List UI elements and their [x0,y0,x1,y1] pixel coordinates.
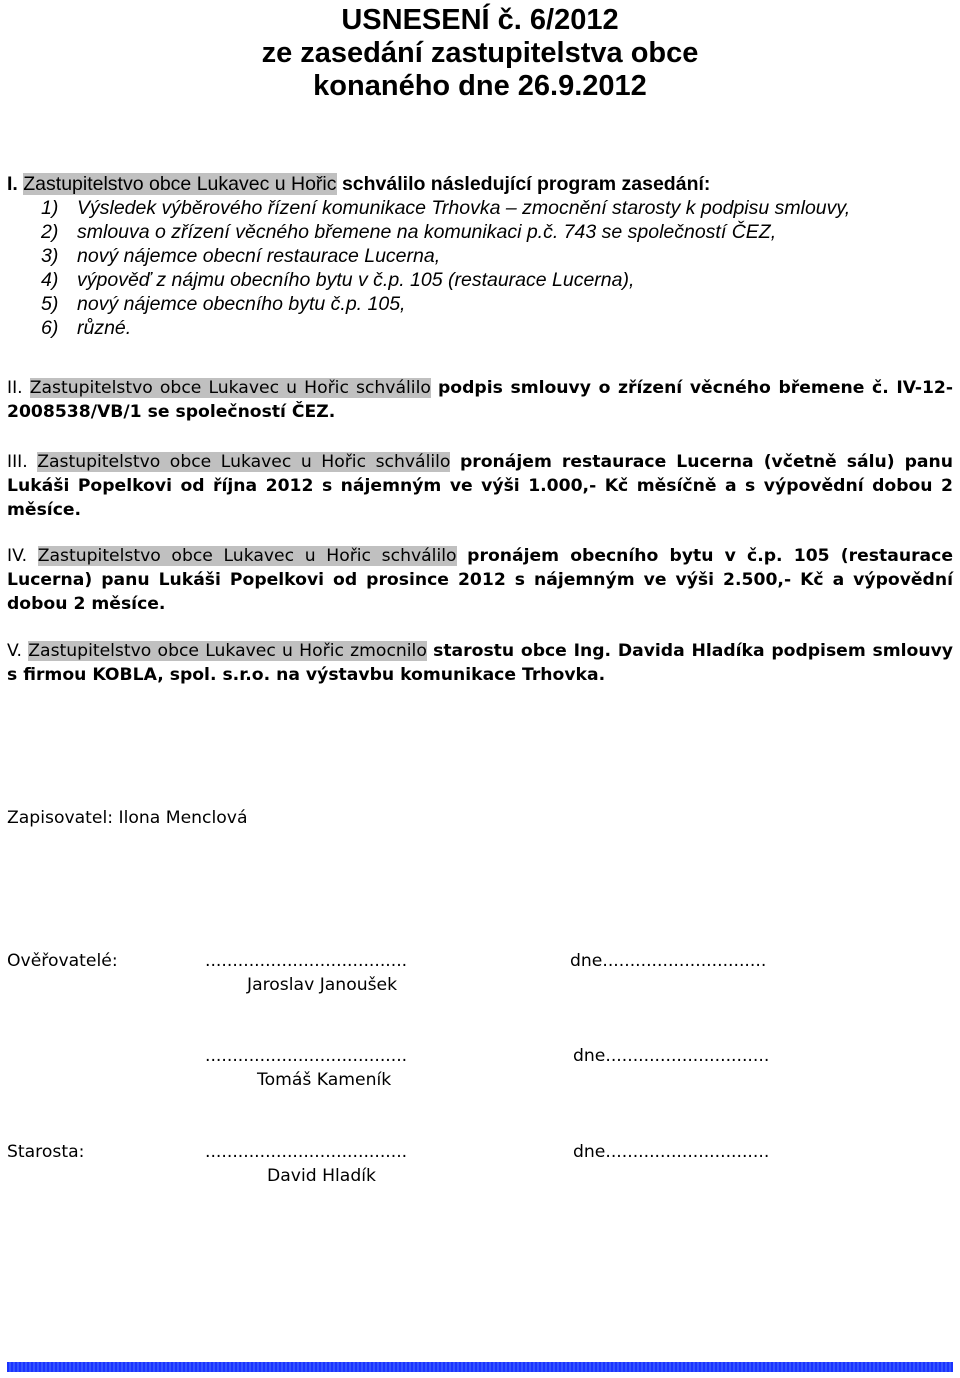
program-item-number: 6) [41,317,59,339]
footer-bar [7,1362,953,1372]
program-item-text: nový nájemce obecní restaurace Lucerna, [77,245,441,267]
section-text: pronájem obecního bytu v č.p. 105 (restaurace Lucerna) panu Lukáši Popelkovi od prosince 2012 s nájemným ve výši 2.500,- Kč a výpovědní dobou 2 měsíce. [7,546,953,614]
date-field: dne.............................. [573,1142,770,1162]
program-item [7,196,953,220]
program-item [7,316,953,340]
section-numeral: V. [7,641,23,661]
section-numeral: I. [7,173,18,195]
program-item-text: nový nájemce obecního bytu č.p. 105, [77,293,406,315]
date-field: dne.............................. [573,1046,770,1066]
verifiers-label: Ověřovatelé: [7,951,118,971]
program-item-text: smlouva o zřízení věcného břemene na komunikaci p.č. 743 se společností ČEZ, [77,221,777,243]
program-item [7,220,953,244]
program-item [7,268,953,292]
program-item-text: výpověď z nájmu obecního bytu v č.p. 105 (restaurace Lucerna), [77,269,635,291]
section-1-heading [7,172,953,196]
program-item-number: 2) [41,221,59,243]
section-text: pronájem restaurace Lucerna (včetně sálu) panu Lukáši Popelkovi od října 2012 s nájemným ve výši 1.000,- Kč měsíčně a s výpovědní dobou 2 měsíce. [7,452,954,520]
section-subject: Zastupitelstvo obce Lukavec u Hořic schválilo [37,546,457,566]
signature-dots: ..................................... [205,951,408,971]
resolution-section-4 [7,544,953,616]
section-action: schválilo následující program zasedání: [341,173,711,195]
mayor-name: David Hladík [267,1166,376,1186]
verifier-name: Jaroslav Janoušek [247,975,398,995]
section-numeral: II. [7,378,23,398]
program-item [7,244,953,268]
program-item [7,292,953,316]
program-item-text: Výsledek výběrového řízení komunikace Trhovka – zmocnění starosty k podpisu smlouvy, [77,197,851,219]
title-line-3: konaného dne 26.9.2012 [313,70,647,102]
section-subject: Zastupitelstvo obce Lukavec u Hořic schválilo [29,378,431,398]
verifier-name: Tomáš Kameník [257,1070,392,1090]
resolution-section-2 [7,376,953,424]
recorder-line: Zapisovatel: Ilona Menclová [7,808,248,828]
title-line-2: ze zasedání zastupitelstva obce [261,37,699,69]
title-line-1: USNESENÍ č. 6/2012 [341,4,619,36]
program-item-number: 4) [41,269,59,291]
signature-dots: ..................................... [205,1046,408,1066]
resolution-section-5 [7,639,953,687]
section-subject: Zastupitelstvo obce Lukavec u Hořic [23,173,337,195]
program-item-text: různé. [77,317,132,339]
date-field: dne.............................. [570,951,767,971]
section-subject: Zastupitelstvo obce Lukavec u Hořic zmocnilo [28,641,427,661]
resolution-section-1 [7,172,953,340]
program-item-number: 3) [41,245,59,267]
section-subject: Zastupitelstvo obce Lukavec u Hořic schválilo [37,452,451,472]
resolution-section-3 [7,450,953,522]
document-title [0,4,960,103]
section-numeral: IV. [7,546,28,566]
signature-dots: ..................................... [205,1142,408,1162]
program-list [7,196,953,340]
mayor-label: Starosta: [7,1142,85,1162]
section-text: podpis smlouvy o zřízení věcného břemene č. IV-12-2008538/VB/1 se společností ČEZ. [7,378,953,422]
program-item-number: 1) [41,197,59,219]
section-text: starostu obce Ing. Davida Hladíka podpisem smlouvy s firmou KOBLA, spol. s.r.o. na výstavbu komunikace Trhovka. [7,641,953,685]
program-item-number: 5) [41,293,59,315]
section-numeral: III. [7,452,28,472]
